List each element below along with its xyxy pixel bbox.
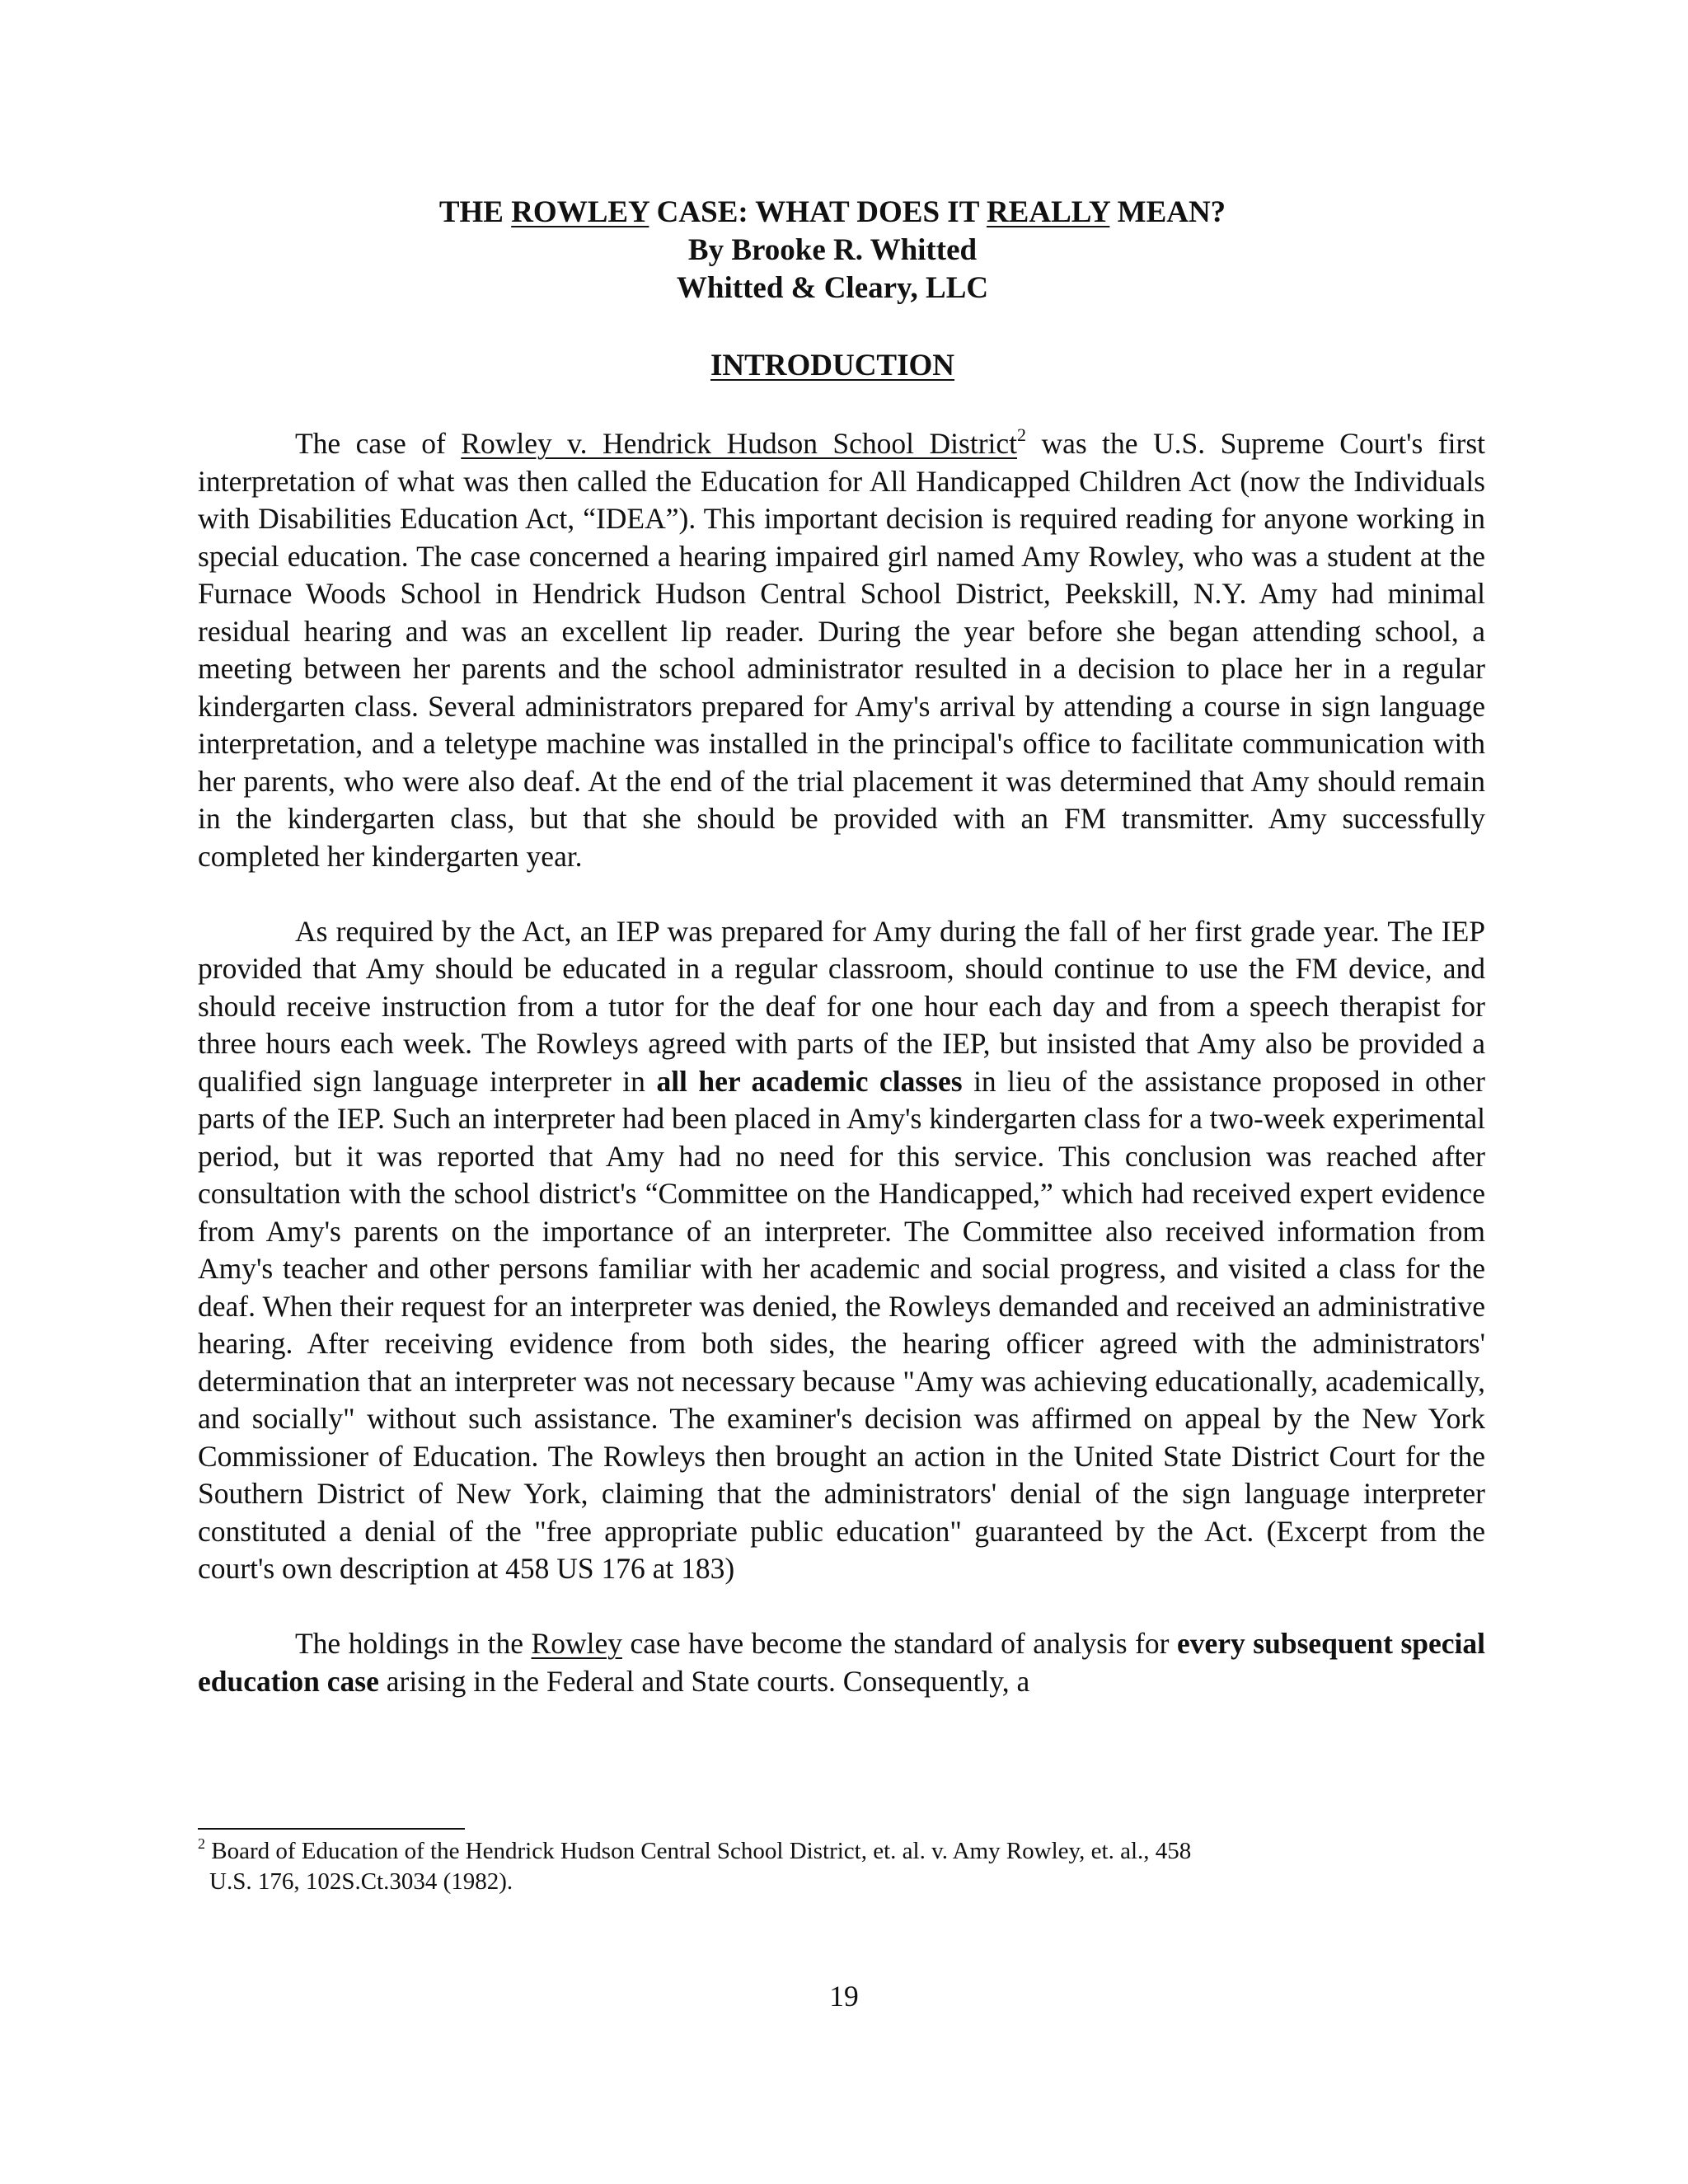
bold-phrase: all her academic classes	[656, 1064, 963, 1098]
bold-phrase: every subsequent special education case	[198, 1627, 1486, 1698]
footnote-reference: 2	[1017, 424, 1027, 445]
footnote-line-2: U.S. 176, 102S.Ct.3034 (1982).	[209, 1868, 513, 1895]
footnote-line-1	[198, 1836, 1368, 1867]
paragraph-lead: The case of	[295, 427, 462, 460]
document-title	[198, 194, 1467, 232]
case-citation: Rowley v. Hendrick Hudson School District	[461, 427, 1018, 460]
footnote-text: Board of Education of the Hendrick Hudson Central School District, et. al. v. Amy Rowley, et. al., 458	[205, 1838, 1192, 1864]
author-line: By Brooke R. Whitted	[687, 233, 978, 267]
paragraph-text: arising in the Federal and State courts. Consequently, a	[378, 1664, 1030, 1698]
paragraph-intro	[198, 425, 1485, 875]
footnote-marker: 2	[198, 1835, 205, 1852]
paragraph-text: was the U.S. Supreme Court's first interpretation of what was then called the Education for All Handicapped Children Act (now the Individuals with Disabilities Education Act, “IDEA”). This important decision is required reading for anyone working in special education. The case concerned a hearing impaired girl named Amy Rowley, who was a student at the Furnace Woods School in Hendrick Hudson Central School District, Peekskill, N.Y. Amy had minimal residual hearing and was an excellent lip reader. During the year before she began attending school, a meeting between her parents and the school administrator resulted in a decision to place her in a regular kindergarten class. Several administrators prepared for Amy's arrival by attending a course in sign language interpretation, and a teletype machine was installed in the principal's office to facilitate communication with her parents, who were also deaf. At the end of the trial placement it was determined that Amy should remain in the kindergarten class, but that she should be provided with an FM transmitter. Amy successfully completed her kindergarten year.	[198, 427, 1485, 873]
paragraph-lead: The holdings in the	[295, 1627, 532, 1660]
title-part-2: CASE: WHAT DOES IT	[649, 195, 987, 229]
page-number: 19	[829, 1980, 859, 2013]
case-citation: Rowley	[531, 1627, 622, 1660]
paragraph-text: case have become the standard of analysis for	[621, 1627, 1177, 1660]
paragraph-iep	[198, 913, 1485, 1588]
paragraph-text: in lieu of the assistance proposed in other parts of the IEP. Such an interpreter had been placed in Amy's kindergarten class for a two-week experimental period, but it was reported that Amy had no need for this service. This conclusion was reached after consultation with the school district's “Committee on the Handicapped,” which had received expert evidence from Amy's parents on the importance of an interpreter. The Committee also received information from Amy's teacher and other persons familiar with her academic and social progress, and visited a class for the deaf. When their request for an interpreter was denied, the Rowleys demanded and received an administrative hearing. After receiving evidence from both sides, the hearing officer agreed with the administrators' determination that an interpreter was not necessary because "Amy was achieving educationally, academically, and socially" without such assistance. The examiner's decision was affirmed on appeal by the New York Commissioner of Education. The Rowleys then brought an action in the United State District Court for the Southern District of New York, claiming that the administrators' denial of the sign language interpreter constituted a denial of the "free appropriate public education" guaranteed by the Act. (Excerpt from the court's own description at 458 US 176 at 183)	[198, 1064, 1485, 1585]
firm-line: Whitted & Cleary, LLC	[676, 271, 989, 305]
paragraph-holdings	[198, 1625, 1485, 1700]
title-block	[198, 194, 1467, 307]
body-text	[198, 425, 1485, 1700]
footnote	[198, 1836, 1368, 1897]
title-emphasis: REALLY	[986, 195, 1110, 229]
footnote-divider	[198, 1828, 465, 1830]
section-heading: INTRODUCTION	[710, 349, 955, 382]
title-case-name: ROWLEY	[511, 195, 649, 229]
title-part-1: THE	[438, 195, 512, 229]
title-part-3: MEAN?	[1109, 195, 1226, 229]
paragraph-text: As required by the Act, an IEP was prepared for Amy during the fall of her first grade year. The IEP provided that Amy should be educated in a regular classroom, should continue to use the FM device, and should receive instruction from a tutor for the deaf for one hour each day and from a speech therapist for three hours each week. The Rowleys agreed with parts of the IEP, but insisted that Amy also be provided a qualified sign language interpreter in	[198, 914, 1485, 1098]
